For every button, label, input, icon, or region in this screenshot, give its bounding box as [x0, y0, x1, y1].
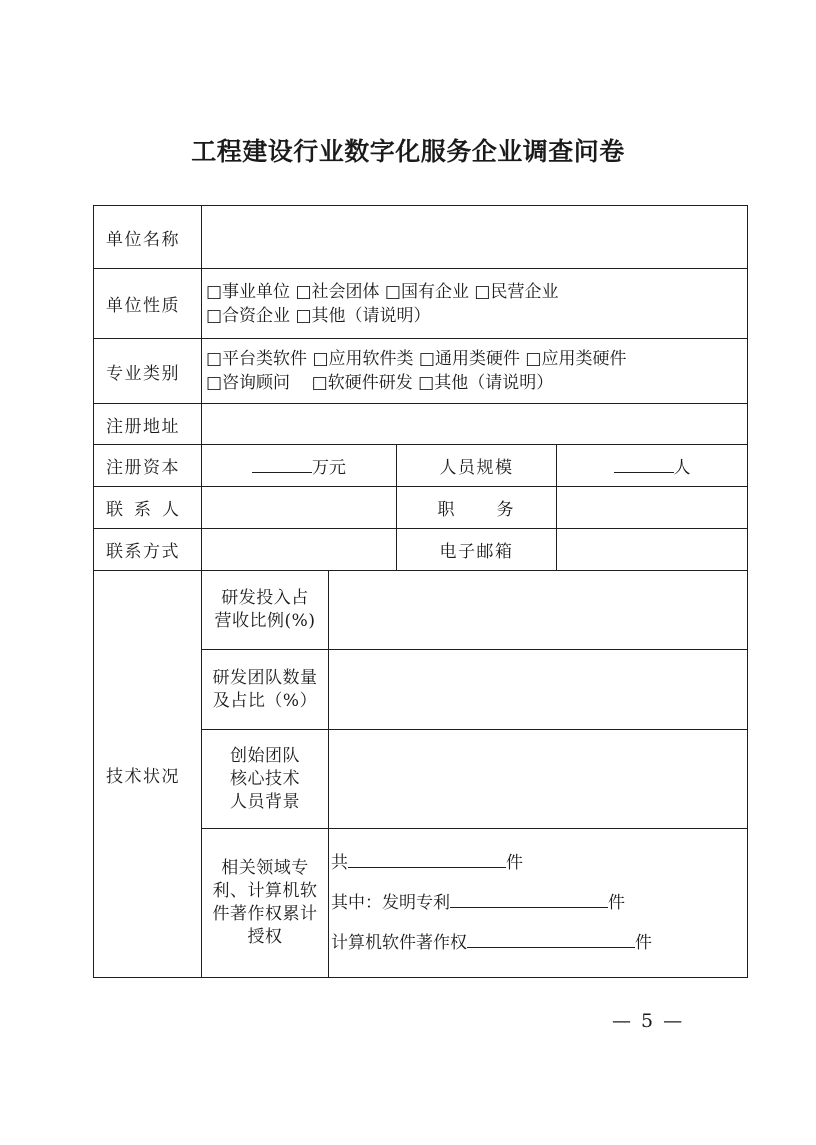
staff-field[interactable]: [557, 445, 748, 487]
rd-ratio-label: [202, 571, 329, 650]
row-contact: [94, 487, 748, 529]
unit-nature-options[interactable]: [202, 269, 748, 339]
patents-invention-prefix: 其中：发明专利: [331, 893, 450, 913]
patents-label: [202, 829, 329, 978]
founders-label-line3: 人员背景: [230, 791, 300, 812]
patents-field: [329, 829, 748, 978]
unit-name-field[interactable]: [202, 206, 748, 269]
category-label: 专业类别: [94, 339, 202, 404]
row-category: [94, 339, 748, 404]
row-contact-method: [94, 529, 748, 571]
patents-label-line3: 件著作权累计: [212, 904, 318, 924]
patents-total-prefix: 共: [331, 853, 348, 873]
team-ratio-label-line1: 研发团队数量: [212, 667, 318, 688]
page-title: 工程建设行业数字化服务企业调查问卷: [191, 137, 625, 166]
founders-field[interactable]: [329, 730, 748, 829]
capital-unit: 万元: [312, 458, 346, 478]
patents-software-prefix: 计算机软件著作权: [331, 933, 467, 953]
founders-label-line1: 创始团队: [230, 745, 300, 766]
row-capital: [94, 445, 748, 487]
founders-label-line2: 核心技术: [230, 768, 300, 789]
patents-software-suffix: 件: [635, 933, 652, 953]
patents-invention-line: [331, 883, 747, 923]
staff-label: 人员规模: [397, 445, 557, 487]
capital-label: 注册资本: [94, 445, 202, 487]
page-number: — 5 —: [612, 1010, 685, 1032]
contact-field[interactable]: [202, 487, 397, 529]
staff-blank[interactable]: [614, 456, 674, 473]
contact-label: 联系人: [94, 487, 202, 529]
position-field[interactable]: [557, 487, 748, 529]
email-label: 电子邮箱: [397, 529, 557, 571]
founders-label: [202, 730, 329, 829]
patents-label-line4: 授权: [247, 927, 283, 947]
email-field[interactable]: [557, 529, 748, 571]
row-unit-nature: [94, 269, 748, 339]
capital-field[interactable]: [202, 445, 397, 487]
address-field[interactable]: [202, 404, 748, 445]
unit-nature-options-line1[interactable]: □事业单位 □社会团体 □国有企业 □民营企业: [206, 281, 559, 302]
category-options-line1[interactable]: □平台类软件 □应用软件类 □通用类硬件 □应用类硬件: [206, 349, 627, 369]
survey-form-table: [93, 205, 748, 978]
patents-label-line2: 利、计算机软: [212, 881, 318, 901]
capital-blank[interactable]: [252, 456, 312, 473]
rd-ratio-label-line1: 研发投入占: [221, 588, 309, 608]
position-label: 职务: [397, 487, 557, 529]
unit-nature-options-line2[interactable]: □合资企业 □其他（请说明）: [206, 305, 431, 326]
row-rd-ratio: [94, 571, 748, 650]
rd-ratio-field[interactable]: [329, 571, 748, 650]
unit-nature-label: 单位性质: [94, 269, 202, 339]
patents-invention-blank[interactable]: [450, 891, 608, 908]
patents-total-line: [331, 843, 747, 883]
patents-software-blank[interactable]: [467, 931, 635, 948]
patents-total-blank[interactable]: [348, 851, 506, 868]
category-options-line2[interactable]: □咨询顾问 □软硬件研发 □其他（请说明）: [206, 373, 554, 393]
patents-invention-suffix: 件: [608, 893, 625, 913]
staff-unit: 人: [673, 458, 691, 478]
contact-method-label: 联系方式: [94, 529, 202, 571]
patents-software-line: [331, 923, 747, 963]
row-unit-name: [94, 206, 748, 269]
contact-method-field[interactable]: [202, 529, 397, 571]
rd-ratio-label-line2: 营收比例(%): [214, 611, 316, 631]
patents-label-line1: 相关领域专: [221, 858, 309, 878]
team-ratio-field[interactable]: [329, 650, 748, 730]
patents-total-suffix: 件: [506, 853, 523, 873]
category-options[interactable]: [202, 339, 748, 404]
row-address: [94, 404, 748, 445]
team-ratio-label: [202, 650, 329, 730]
address-label: 注册地址: [94, 404, 202, 445]
team-ratio-label-line2: 及占比（%）: [212, 690, 318, 711]
tech-status-label: 技术状况: [94, 571, 202, 978]
unit-name-label: 单位名称: [94, 206, 202, 269]
